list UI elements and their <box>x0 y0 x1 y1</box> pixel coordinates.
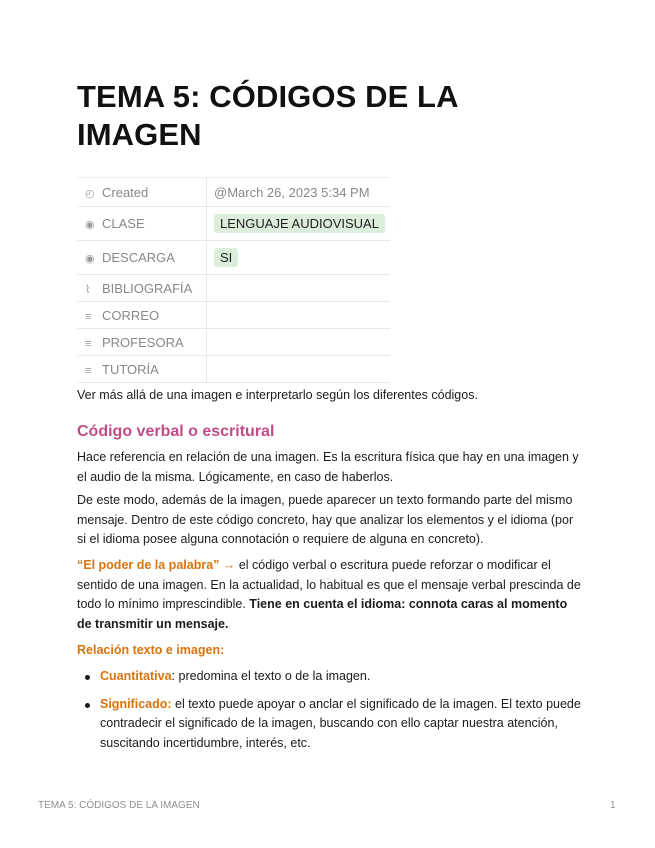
paperclip-icon: ⌇ <box>85 283 91 296</box>
property-value[interactable] <box>207 329 391 356</box>
select-icon: ◉ <box>85 219 95 231</box>
text-icon: ≡ <box>85 364 92 377</box>
property-value[interactable] <box>207 275 391 302</box>
class-tag[interactable]: LENGUAJE AUDIOVISUAL <box>214 214 385 233</box>
bullet-icon <box>85 675 90 680</box>
property-key: ⌇ BIBLIOGRAFÍA <box>77 275 207 302</box>
text-icon: ≡ <box>85 337 92 350</box>
property-row <box>77 207 390 241</box>
property-key: ◉ DESCARGA <box>77 241 207 275</box>
property-row <box>77 275 390 302</box>
subheading: Relación texto e imagen: <box>77 643 225 657</box>
property-key: ≡ CORREO <box>77 302 207 329</box>
property-row <box>77 241 390 275</box>
property-value[interactable] <box>207 241 391 275</box>
property-key: ◉ CLASE <box>77 207 207 241</box>
property-row <box>77 356 390 383</box>
property-value[interactable] <box>207 302 391 329</box>
property-row <box>77 329 390 356</box>
bullet-list <box>77 667 582 753</box>
property-key: ≡ PROFESORA <box>77 329 207 356</box>
highlight-text: “El poder de la palabra” → <box>77 558 236 572</box>
property-row <box>77 178 390 207</box>
section-heading: Código verbal o escritural <box>77 423 275 440</box>
property-row <box>77 302 390 329</box>
footer-title: TEMA 5: CÓDIGOS DE LA IMAGEN <box>38 800 200 811</box>
paragraph: De este modo, además de la imagen, puede aparecer un texto formando parte del mismo mensaje. Dentro de este código concreto, hay que analizar los elementos y el idioma (por si el idioma posee alguna connotación o requiere de alguna en concreto). <box>77 493 574 546</box>
property-value[interactable] <box>207 356 391 383</box>
download-tag[interactable]: SI <box>214 248 238 267</box>
property-key: ≡ TUTORÍA <box>77 356 207 383</box>
property-value[interactable] <box>207 207 391 241</box>
list-item: Significado: el texto puede apoyar o anclar el significado de la imagen. El texto puede contradecir el significado de la imagen, buscando con ello captar nuestra atención, suscitando incertidumbre, interés, etc. <box>77 695 582 754</box>
bold-text: Tiene en cuenta el idioma: connota caras al momento de transmitir un mensaje. <box>77 597 568 631</box>
clock-icon: ◴ <box>85 187 95 200</box>
properties-table <box>77 177 390 383</box>
page-number: 1 <box>610 800 616 811</box>
paragraph: Hace referencia en relación de una imagen. Es la escritura física que hay en una imagen y el audio de la misma. Lógicamente, en caso de haberlos. <box>77 450 579 484</box>
text-icon: ≡ <box>85 310 92 323</box>
list-item: Cuantitativa: predomina el texto o de la imagen. <box>77 667 582 687</box>
select-icon: ◉ <box>85 253 95 265</box>
page-title: TEMA 5: CÓDIGOS DE LA IMAGEN <box>77 79 458 152</box>
property-key: ◴ Created <box>77 178 207 207</box>
intro-text: Ver más allá de una imagen e interpretarlo según los diferentes códigos. <box>77 388 478 402</box>
property-value[interactable]: @March 26, 2023 5:34 PM <box>207 178 391 207</box>
paragraph: “El poder de la palabra” → el código verbal o escritura puede reforzar o modificar el sentido de una imagen. En la actualidad, lo habitual es que el mensaje verbal prescinda de todo lo mínimo imprescindible. Tiene en cuenta el idioma: connota caras al momento de transmitir un mensaje. <box>77 558 581 631</box>
bullet-icon <box>85 703 90 708</box>
